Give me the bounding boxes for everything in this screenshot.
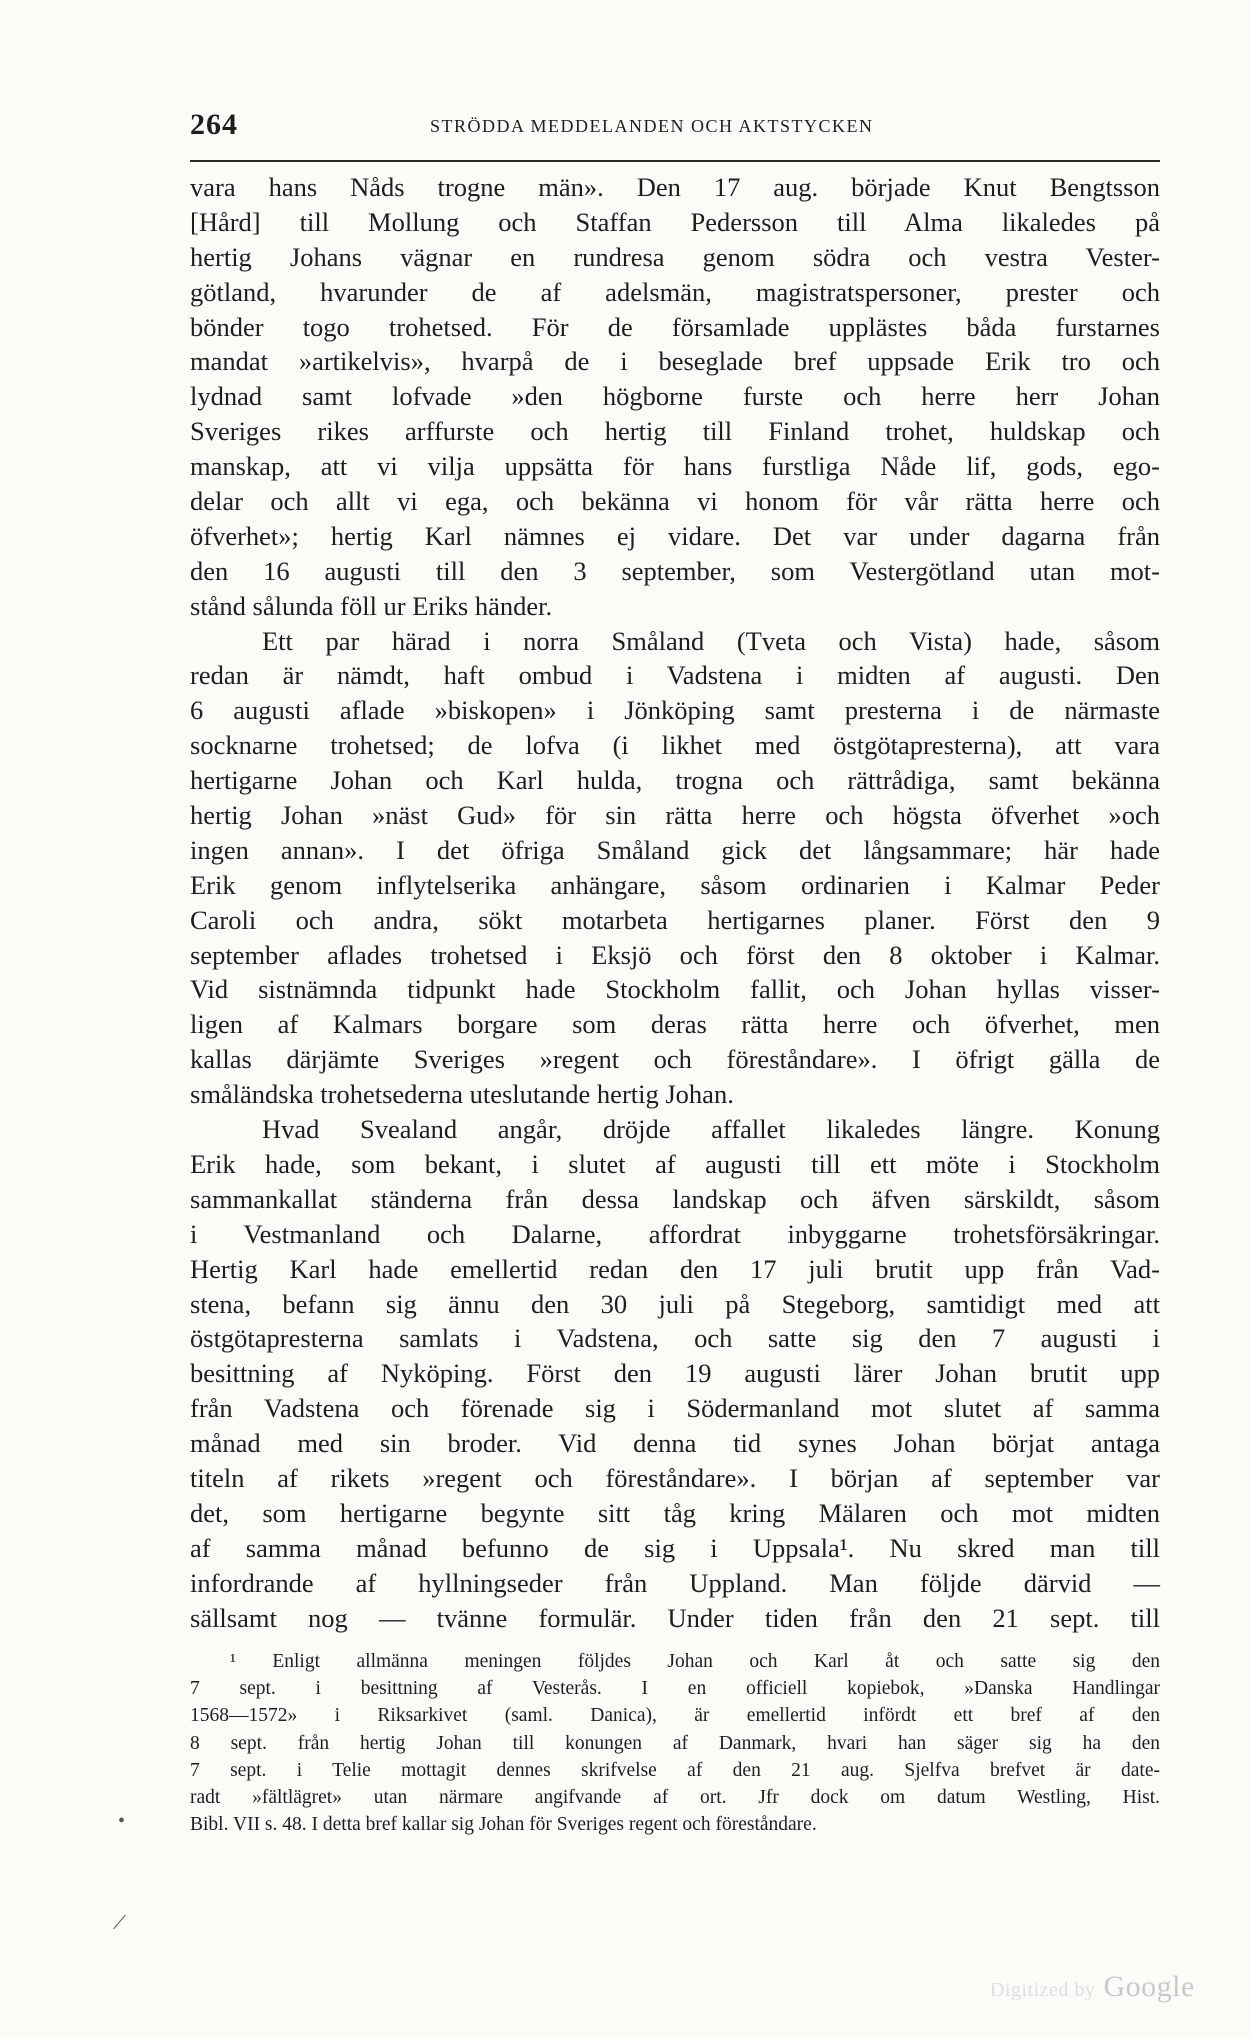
- body-line: ligen af Kalmars borgare som deras rätta herre och öfverhet, men: [190, 1009, 1160, 1040]
- body-line: månad med sin broder. Vid denna tid synes Johan börjat antaga: [190, 1428, 1160, 1459]
- body-line: hertigarne Johan och Karl hulda, trogna och rättrådiga, samt bekänna: [190, 765, 1160, 796]
- footnote-line: 7 sept. i Telie mottagit dennes skrifvelse af den 21 aug. Sjelfva brefvet är date-: [190, 1759, 1160, 1781]
- body-line: delar och allt vi ega, och bekänna vi honom för vår rätta herre och: [190, 486, 1160, 517]
- body-line: kallas därjämte Sveriges »regent och föreståndare». I öfrigt gälla de: [190, 1044, 1160, 1075]
- body-line: hertig Johan »näst Gud» för sin rätta herre och högsta öfverhet »och: [190, 800, 1160, 831]
- body-line: Erik hade, som bekant, i slutet af augusti till ett möte i Stockholm: [190, 1148, 1160, 1179]
- body-text: [190, 170, 1160, 1635]
- body-line: Hvad Svealand angår, dröjde affallet likaledes längre. Konung: [262, 1114, 1160, 1145]
- body-line: götland, hvarunder de af adelsmän, magistratspersoner, prester och: [190, 276, 1160, 307]
- footnote-line: 8 sept. från hertig Johan till konungen af Danmark, hvari han säger sig ha den: [190, 1732, 1160, 1754]
- body-line: bönder togo trohetsed. För de församlade upplästes båda furstarnes: [190, 311, 1160, 342]
- body-line: redan är nämdt, haft ombud i Vadstena i midten af augusti. Den: [190, 660, 1160, 691]
- page-header: [190, 108, 1160, 148]
- body-line: Vid sistnämnda tidpunkt hade Stockholm fallit, och Johan hyllas visser-: [190, 974, 1160, 1005]
- body-line: [Hård] till Mollung och Staffan Pedersson till Alma likaledes på: [190, 206, 1160, 237]
- footnote-line: ¹ Enligt allmänna meningen följdes Johan och Karl åt och satte sig den: [230, 1651, 1160, 1672]
- body-line: af samma månad befunno de sig i Uppsala¹. Nu skred man till: [190, 1532, 1160, 1563]
- body-line: vara hans Nåds trogne män». Den 17 aug. började Knut Bengtsson: [190, 172, 1160, 202]
- body-line: titeln af rikets »regent och föreståndare». I början af september var: [190, 1462, 1160, 1493]
- footnote-line: radt »fältlägret» utan närmare angifvande af ort. Jfr dock om datum Westling, Hist.: [190, 1786, 1160, 1808]
- body-line: från Vadstena och förenade sig i Södermanland mot slutet af samma: [190, 1393, 1160, 1424]
- body-line: östgötapresterna samlats i Vadstena, och satte sig den 7 augusti i: [190, 1323, 1160, 1354]
- body-line: besittning af Nyköping. Först den 19 augusti lärer Johan brutit upp: [190, 1358, 1160, 1389]
- body-line: det, som hertigarne begynte sitt tåg kring Mälaren och mot midten: [190, 1497, 1160, 1528]
- body-line: Ett par härad i norra Småland (Tveta och Vista) hade, såsom: [262, 625, 1160, 656]
- watermark-prefix: Digitized by: [990, 1979, 1096, 2001]
- body-line: Hertig Karl hade emellertid redan den 17 juli brutit upp från Vad-: [190, 1253, 1160, 1284]
- body-line: den 16 augusti till den 3 september, som Vestergötland utan mot-: [190, 555, 1160, 586]
- body-line: Erik genom inflytelserika anhängare, såsom ordinarien i Kalmar Peder: [190, 869, 1160, 900]
- body-line: öfverhet»; hertig Karl nämnes ej vidare. Det var under dagarna från: [190, 520, 1160, 551]
- body-line: sällsamt nog — tvänne formulär. Under tiden från den 21 sept. till: [190, 1602, 1160, 1633]
- body-line: september aflades trohetsed i Eksjö och först den 8 oktober i Kalmar.: [190, 939, 1160, 970]
- stray-tick-mark: |: [111, 1911, 129, 1931]
- body-line: stena, befann sig ännu den 30 juli på Stegeborg, samtidigt med att: [190, 1288, 1160, 1319]
- page-number: 264: [190, 108, 238, 141]
- header-rule: [190, 160, 1160, 162]
- body-line: småländska trohetsederna uteslutande hertig Johan.: [190, 1079, 734, 1110]
- digitized-watermark: [990, 1970, 1195, 2004]
- body-line: i Vestmanland och Dalarne, affordrat inbyggarne trohetsförsäkringar.: [190, 1218, 1160, 1249]
- body-line: 6 augusti aflade »biskopen» i Jönköping samt presterna i de närmaste: [190, 695, 1160, 726]
- footnote-line: 1568—1572» i Riksarkivet (saml. Danica), är emellertid infördt ett bref af den: [190, 1705, 1160, 1727]
- running-head: STRÖDDA MEDDELANDEN OCH AKTSTYCKEN: [430, 116, 874, 136]
- body-line: socknarne trohetsed; de lofva (i likhet med östgötapresterna), att vara: [190, 730, 1160, 761]
- body-line: manskap, att vi vilja uppsätta för hans furstliga Nåde lif, gods, ego-: [190, 451, 1160, 482]
- body-line: mandat »artikelvis», hvarpå de i beseglade bref uppsade Erik tro och: [190, 346, 1160, 377]
- body-line: lydnad samt lofvade »den högborne furste och herre herr Johan: [190, 381, 1160, 412]
- stray-dot-mark: •: [118, 1810, 126, 1832]
- body-line: sammankallat ständerna från dessa landskap och äfven särskildt, såsom: [190, 1183, 1160, 1214]
- body-line: hertig Johans vägnar en rundresa genom södra och vestra Vester-: [190, 241, 1160, 272]
- footnote-line: Bibl. VII s. 48. I detta bref kallar sig Johan för Sveriges regent och föreståndare.: [190, 1814, 817, 1836]
- watermark-brand: Google: [1103, 1970, 1195, 2003]
- body-line: ingen annan». I det öfriga Småland gick det långsammare; här hade: [190, 834, 1160, 865]
- footnotes: [190, 1648, 1160, 1838]
- body-line: Caroli och andra, sökt motarbeta hertigarnes planer. Först den 9: [190, 904, 1160, 935]
- body-line: stånd sålunda föll ur Eriks händer.: [190, 590, 553, 621]
- footnote-line: 7 sept. i besittning af Vesterås. I en officiell kopiebok, »Danska Handlingar: [190, 1678, 1160, 1700]
- body-line: Sveriges rikes arffurste och hertig till Finland trohet, huldskap och: [190, 416, 1160, 447]
- body-line: infordrande af hyllningseder från Uppland. Man följde därvid —: [190, 1567, 1160, 1598]
